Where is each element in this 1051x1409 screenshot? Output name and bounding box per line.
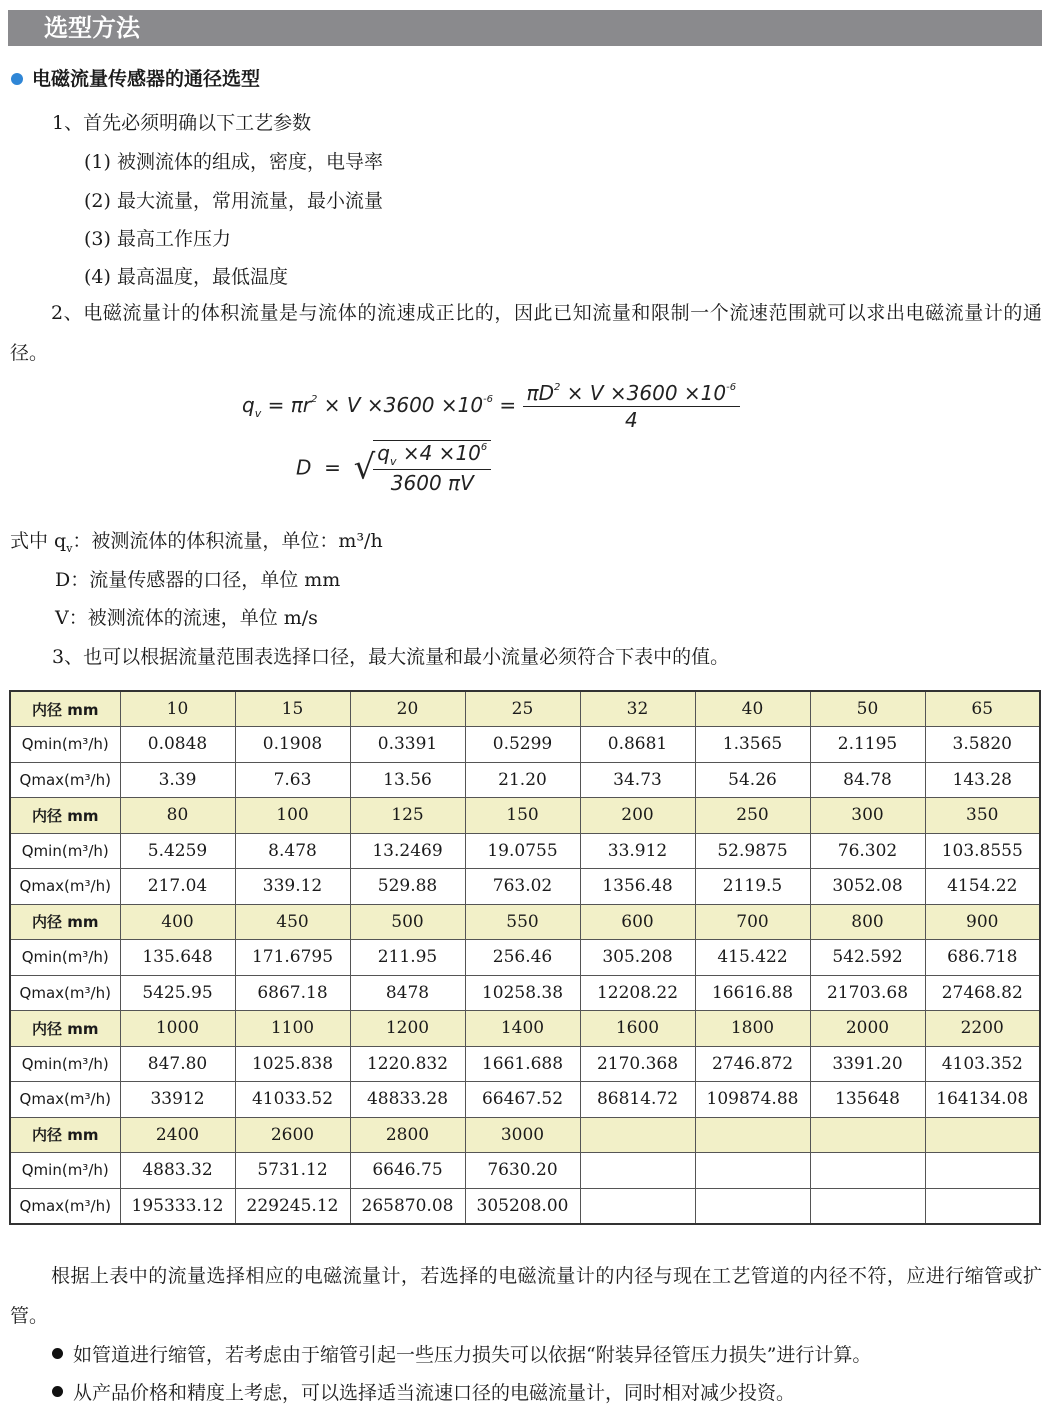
- table-cell: 3052.08: [810, 869, 925, 905]
- row-label: 内径 mm: [10, 1117, 120, 1153]
- where-D: D：流量传感器的口径，单位 mm: [55, 569, 341, 591]
- table-cell: 3000: [465, 1117, 580, 1153]
- table-cell: 1661.688: [465, 1046, 580, 1082]
- table-cell: 103.8555: [925, 833, 1040, 869]
- table-cell: 1356.48: [580, 869, 695, 905]
- table-cell: 84.78: [810, 762, 925, 798]
- table-cell: 1400: [465, 1011, 580, 1047]
- table-cell: 4154.22: [925, 869, 1040, 905]
- table-cell: 19.0755: [465, 833, 580, 869]
- table-cell: 2746.872: [695, 1046, 810, 1082]
- table-cell: 847.80: [120, 1046, 235, 1082]
- table-cell: [925, 1188, 1040, 1224]
- table-cell: 500: [350, 904, 465, 940]
- table-row-qmin: [10, 940, 1040, 976]
- table-cell: 4103.352: [925, 1046, 1040, 1082]
- table-cell: 195333.12: [120, 1188, 235, 1224]
- step2-paragraph: 2、电磁流量计的体积流量是与流体的流速成正比的，因此已知流量和限制一个流速范围就可以求出电磁流量计的通径。: [10, 302, 1042, 364]
- table-row-qmax: [10, 869, 1040, 905]
- table-cell: 16616.88: [695, 975, 810, 1011]
- table-cell: 21.20: [465, 762, 580, 798]
- table-row-dn: [10, 904, 1040, 940]
- table-cell: 20: [350, 691, 465, 727]
- table-cell: 25: [465, 691, 580, 727]
- table-cell: 529.88: [350, 869, 465, 905]
- row-label: Qmax(m³/h): [10, 1188, 120, 1224]
- table-cell: 13.56: [350, 762, 465, 798]
- table-cell: 600: [580, 904, 695, 940]
- table-row-dn: [10, 691, 1040, 727]
- subheading: 电磁流量传感器的通径选型: [32, 68, 261, 90]
- table-row-qmin: [10, 1046, 1040, 1082]
- row-label: 内径 mm: [10, 798, 120, 834]
- table-cell: 1.3565: [695, 727, 810, 763]
- table-cell: 450: [235, 904, 350, 940]
- table-row-dn: [10, 1011, 1040, 1047]
- table-cell: 5425.95: [120, 975, 235, 1011]
- table-cell: 8.478: [235, 833, 350, 869]
- table-cell: 12208.22: [580, 975, 695, 1011]
- table-cell: 76.302: [810, 833, 925, 869]
- table-cell: 3391.20: [810, 1046, 925, 1082]
- table-cell: 54.26: [695, 762, 810, 798]
- table-row-qmin: [10, 727, 1040, 763]
- table-cell: 211.95: [350, 940, 465, 976]
- table-cell: 164134.08: [925, 1082, 1040, 1118]
- table-cell: 0.0848: [120, 727, 235, 763]
- table-cell: 65: [925, 691, 1040, 727]
- table-cell: 10: [120, 691, 235, 727]
- row-label: 内径 mm: [10, 1011, 120, 1047]
- step1-item: (4) 最高温度，最低温度: [84, 266, 288, 288]
- table-cell: 7.63: [235, 762, 350, 798]
- table-cell: 700: [695, 904, 810, 940]
- table-cell: [580, 1153, 695, 1189]
- table-cell: 3.5820: [925, 727, 1040, 763]
- table-cell: 200: [580, 798, 695, 834]
- table-cell: 229245.12: [235, 1188, 350, 1224]
- table-cell: [810, 1188, 925, 1224]
- formula-diameter: D = √ $\frac{q_v \times 4 \times 10^6}{3600 \pi V}$: [296, 440, 491, 495]
- table-cell: 33912: [120, 1082, 235, 1118]
- row-label: Qmin(m³/h): [10, 1046, 120, 1082]
- table-cell: 0.3391: [350, 727, 465, 763]
- table-cell: 100: [235, 798, 350, 834]
- section-header: [8, 10, 1042, 46]
- table-cell: 339.12: [235, 869, 350, 905]
- flow-range-table: [9, 690, 1041, 1225]
- row-label: Qmin(m³/h): [10, 833, 120, 869]
- table-cell: [580, 1188, 695, 1224]
- step3-text: 3、也可以根据流量范围表选择口径，最大流量和最小流量必须符合下表中的值。: [52, 646, 730, 668]
- table-cell: 0.8681: [580, 727, 695, 763]
- bullet-dot-icon: [52, 1386, 63, 1397]
- table-cell: 2600: [235, 1117, 350, 1153]
- table-cell: 150: [465, 798, 580, 834]
- table-cell: 27468.82: [925, 975, 1040, 1011]
- table-row-dn: [10, 1117, 1040, 1153]
- table-row-dn: [10, 798, 1040, 834]
- formula-flow: $q_v = \pi r^2 \times V \times 3600 \times 10^{-6}$ = $\frac{\pi D^2 \times V \times 3600 \times 10^{-6}}{4}$: [242, 381, 740, 432]
- table-cell: 52.9875: [695, 833, 810, 869]
- table-cell: 350: [925, 798, 1040, 834]
- table-cell: 109874.88: [695, 1082, 810, 1118]
- table-cell: 33.912: [580, 833, 695, 869]
- table-cell: [810, 1117, 925, 1153]
- step1-title: 1、首先必须明确以下工艺参数: [52, 112, 312, 134]
- row-label: 内径 mm: [10, 904, 120, 940]
- table-row-qmin: [10, 1153, 1040, 1189]
- step1-item: (2) 最大流量，常用流量，最小流量: [84, 190, 383, 212]
- step1-item: (1) 被测流体的组成，密度，电导率: [84, 151, 383, 173]
- row-label: Qmin(m³/h): [10, 1153, 120, 1189]
- table-cell: 8478: [350, 975, 465, 1011]
- table-cell: 50: [810, 691, 925, 727]
- row-label: Qmax(m³/h): [10, 762, 120, 798]
- table-cell: 4883.32: [120, 1153, 235, 1189]
- table-cell: 21703.68: [810, 975, 925, 1011]
- table-cell: 217.04: [120, 869, 235, 905]
- bullet-item: 如管道进行缩管，若考虑由于缩管引起一些压力损失可以依据“附装异径管压力损失”进行计算。: [52, 1340, 871, 1367]
- bullet-dot-icon: [11, 73, 23, 85]
- row-label: 内径 mm: [10, 691, 120, 727]
- table-cell: 34.73: [580, 762, 695, 798]
- section-title: 选型方法: [44, 14, 140, 42]
- table-row-qmax: [10, 762, 1040, 798]
- table-cell: 800: [810, 904, 925, 940]
- row-label: Qmax(m³/h): [10, 869, 120, 905]
- bullet-item: 从产品价格和精度上考虑，可以选择适当流速口径的电磁流量计，同时相对减少投资。: [52, 1378, 795, 1405]
- table-cell: 2170.368: [580, 1046, 695, 1082]
- table-cell: 2800: [350, 1117, 465, 1153]
- where-qv: 式中 $q_v$：被测流体的体积流量，单位：m³/h: [10, 530, 383, 555]
- table-cell: [810, 1153, 925, 1189]
- table-cell: 1800: [695, 1011, 810, 1047]
- table-cell: 1025.838: [235, 1046, 350, 1082]
- table-row-qmax: [10, 1188, 1040, 1224]
- table-cell: 550: [465, 904, 580, 940]
- table-cell: [580, 1117, 695, 1153]
- table-cell: [695, 1117, 810, 1153]
- table-cell: 135.648: [120, 940, 235, 976]
- table-cell: 400: [120, 904, 235, 940]
- row-label: Qmin(m³/h): [10, 940, 120, 976]
- table-cell: 250: [695, 798, 810, 834]
- table-cell: 415.422: [695, 940, 810, 976]
- table-cell: 2000: [810, 1011, 925, 1047]
- table-cell: 5731.12: [235, 1153, 350, 1189]
- table-cell: 171.6795: [235, 940, 350, 976]
- table-cell: 143.28: [925, 762, 1040, 798]
- table-cell: 300: [810, 798, 925, 834]
- table-cell: [695, 1188, 810, 1224]
- table-cell: 1200: [350, 1011, 465, 1047]
- table-cell: 2200: [925, 1011, 1040, 1047]
- table-cell: 1100: [235, 1011, 350, 1047]
- table-cell: 125: [350, 798, 465, 834]
- table-cell: 10258.38: [465, 975, 580, 1011]
- table-cell: 305208.00: [465, 1188, 580, 1224]
- table-cell: 41033.52: [235, 1082, 350, 1118]
- table-cell: [925, 1117, 1040, 1153]
- table-cell: 15: [235, 691, 350, 727]
- table-cell: 0.1908: [235, 727, 350, 763]
- table-cell: 1600: [580, 1011, 695, 1047]
- table-cell: 686.718: [925, 940, 1040, 976]
- table-cell: 13.2469: [350, 833, 465, 869]
- table-cell: 3.39: [120, 762, 235, 798]
- table-cell: 2400: [120, 1117, 235, 1153]
- row-label: Qmin(m³/h): [10, 727, 120, 763]
- table-cell: 32: [580, 691, 695, 727]
- table-cell: 1000: [120, 1011, 235, 1047]
- table-cell: 5.4259: [120, 833, 235, 869]
- table-cell: 0.5299: [465, 727, 580, 763]
- table-row-qmin: [10, 833, 1040, 869]
- table-cell: 7630.20: [465, 1153, 580, 1189]
- table-cell: [925, 1153, 1040, 1189]
- row-label: Qmax(m³/h): [10, 1082, 120, 1118]
- table-cell: 1220.832: [350, 1046, 465, 1082]
- table-cell: 40: [695, 691, 810, 727]
- table-cell: 6867.18: [235, 975, 350, 1011]
- table-cell: 2119.5: [695, 869, 810, 905]
- table-cell: 86814.72: [580, 1082, 695, 1118]
- table-cell: 2.1195: [810, 727, 925, 763]
- table-cell: 135648: [810, 1082, 925, 1118]
- table-cell: 80: [120, 798, 235, 834]
- table-cell: 763.02: [465, 869, 580, 905]
- table-cell: 6646.75: [350, 1153, 465, 1189]
- table-cell: 66467.52: [465, 1082, 580, 1118]
- where-V: V：被测流体的流速，单位 m/s: [55, 607, 318, 629]
- table-cell: 256.46: [465, 940, 580, 976]
- table-cell: 48833.28: [350, 1082, 465, 1118]
- table-cell: [695, 1153, 810, 1189]
- row-label: Qmax(m³/h): [10, 975, 120, 1011]
- table-cell: 265870.08: [350, 1188, 465, 1224]
- step1-item: (3) 最高工作压力: [84, 228, 231, 250]
- table-row-qmax: [10, 1082, 1040, 1118]
- after-table-paragraph: 根据上表中的流量选择相应的电磁流量计，若选择的电磁流量计的内径与现在工艺管道的内径不符，应进行缩管或扩管。: [10, 1265, 1042, 1327]
- table-row-qmax: [10, 975, 1040, 1011]
- table-cell: 900: [925, 904, 1040, 940]
- table-cell: 305.208: [580, 940, 695, 976]
- bullet-dot-icon: [52, 1348, 63, 1359]
- table-cell: 542.592: [810, 940, 925, 976]
